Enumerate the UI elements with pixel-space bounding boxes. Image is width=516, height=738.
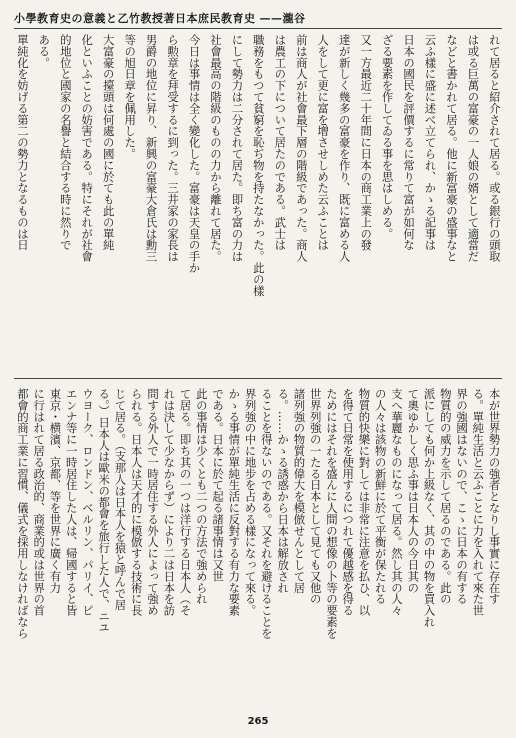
- text-column: 等の旭日章を佩用した。: [123, 34, 138, 160]
- text-column: は或る巨萬の富豪の一人娘の婿として適當だ: [466, 34, 481, 262]
- text-column: ある。: [37, 34, 52, 69]
- text-column: 云ふ樣に盛に述べ立てられ、かゝる記事は: [423, 34, 438, 251]
- text-column: て奧ゆかしく思ふ事は日本人の今日其の: [406, 388, 421, 594]
- text-column: れは決して少なからず）により二は日本を訪: [162, 388, 177, 616]
- text-column: にして勢力は二分されて居た。即ち富の力は: [230, 34, 245, 262]
- text-column: ウヨーク、ロンドン、ベルリン、パリイ、ピ: [80, 388, 95, 616]
- text-column: 界の強國はないので、こゝに日本の有する: [455, 388, 470, 605]
- text-column: 都會的商工業に習慣、儀式を採用しなければなら: [15, 388, 30, 639]
- text-column: る。……かゝる誘惑から日本は解放され: [276, 388, 291, 594]
- text-column: 的地位と國家の名譽と結合する時に然りで: [58, 34, 73, 251]
- text-column: 物質的の威力を示して居るのである。此の: [438, 388, 453, 605]
- text-column: 職務をもつて貧窮を恥ぢ物を持たなかった。此の樣: [251, 34, 266, 297]
- text-column: 社會最高の階級のものの力から離れて居た。: [208, 34, 223, 262]
- text-column: られる。日本人は天才的に模倣する技術に長: [129, 388, 144, 616]
- text-column: 支へ華麗なものになって居る。然し其の人々: [390, 388, 404, 616]
- text-column: ざる要素を作してゐる事を思はしめる。: [380, 34, 395, 240]
- text-column: 本が世界勢力の強者となりし事實に存在す: [487, 388, 502, 605]
- text-column: である。日本に於て起る諸事情は又世: [211, 388, 226, 582]
- text-column: 今日は事情は全く變化した。富豪は天皇の手か: [187, 34, 202, 274]
- text-column: ら勲章を拜受するに到った。三井家の家長は: [166, 34, 181, 262]
- text-column: る。）日本人は歐米の都會を旅行した人で、ニユ: [97, 388, 112, 634]
- text-column: 諸列強の物質的偉大を模倣せんとして居: [292, 388, 307, 594]
- header-rule: [14, 28, 502, 29]
- lower-text-block: [14, 388, 502, 710]
- text-column: じて居る。（支那人は日本人を猿と呼んで居: [113, 388, 128, 611]
- upper-text-block: [14, 34, 502, 366]
- text-column: 大富豪の擡頭は何處の國に於ても此の單純: [101, 34, 116, 251]
- text-column: 男爵の地位に昇り、新興の富豪大倉氏は勳三: [144, 34, 159, 262]
- page-number: 265: [247, 716, 269, 727]
- text-column: の人々は該物の新鮮に於て平衡が保たれる: [373, 388, 388, 605]
- text-column: 又一方最近二十年間に日本の商工業上の發: [359, 34, 374, 251]
- text-column: 派にしても何か上級なく、其の中の物を買入れ: [422, 388, 437, 628]
- header-title: 小學教育史の意義と乙竹教授著日本庶民教育史: [14, 12, 256, 25]
- text-column: 人をして更に富を增させしめた云ふことは: [316, 34, 331, 251]
- text-column: かゝる事情が單純生活に反對する有力な要素: [227, 388, 242, 616]
- text-column: 問する外人で一時居住する外人によって強め: [146, 388, 161, 616]
- header-author: ——瀧谷: [259, 12, 306, 25]
- text-column: 物質的快樂に對しては非常に注意を払ひ、以: [357, 388, 372, 616]
- text-column: 世界列強の一たる日本として見ても又他の: [308, 388, 323, 605]
- text-column: などと書かれて居る。他に新富豪の盛事なと: [444, 34, 459, 262]
- text-column: ためにはそれを盛んに人間の想像の卜等の要素を: [324, 388, 339, 639]
- running-header: [14, 10, 306, 26]
- text-column: 化といふことの妨害である。特にそれが社會: [80, 34, 95, 262]
- text-column: 前は商人が社會最下層の階級であった。商人: [294, 34, 309, 262]
- text-column: れて居ると紹介されて居る。或る銀行の頭取: [487, 34, 502, 262]
- text-column: 單純化を妨げる第二の勢力となるものは日: [15, 34, 30, 251]
- text-column: て居る。即ち其の一つは洋行する日本人（そ: [178, 388, 193, 616]
- text-column: を得て日常を使用するにつれて優越感を得る: [341, 388, 356, 616]
- text-column: 日本の國民を評價するに常りて富が如何な: [402, 34, 417, 251]
- text-column: る。單純生活と云ふことに力を入れて來た世: [471, 388, 486, 616]
- text-column: 此の事情は少くとも二つの方法で強められ: [194, 388, 209, 605]
- text-column: 達が新しく幾多の富豪を作り、既に富める人: [337, 34, 352, 262]
- text-column: は農工の下について居たのである。武士は: [273, 34, 288, 251]
- text-column: エンナ等に一時居住した人は、帰國すると皆: [64, 388, 79, 616]
- middle-rule: [14, 378, 502, 379]
- text-column: 東京・横濱、京都、等を世界に廣く有力: [48, 388, 63, 594]
- text-column: に行はれて居る政治的、商業的或は世界の首: [32, 388, 47, 616]
- text-column: 界列強の中に地步を占める樣になって來る。: [243, 388, 258, 616]
- text-column: ることを得ないのである。又それを避けることを: [259, 388, 274, 639]
